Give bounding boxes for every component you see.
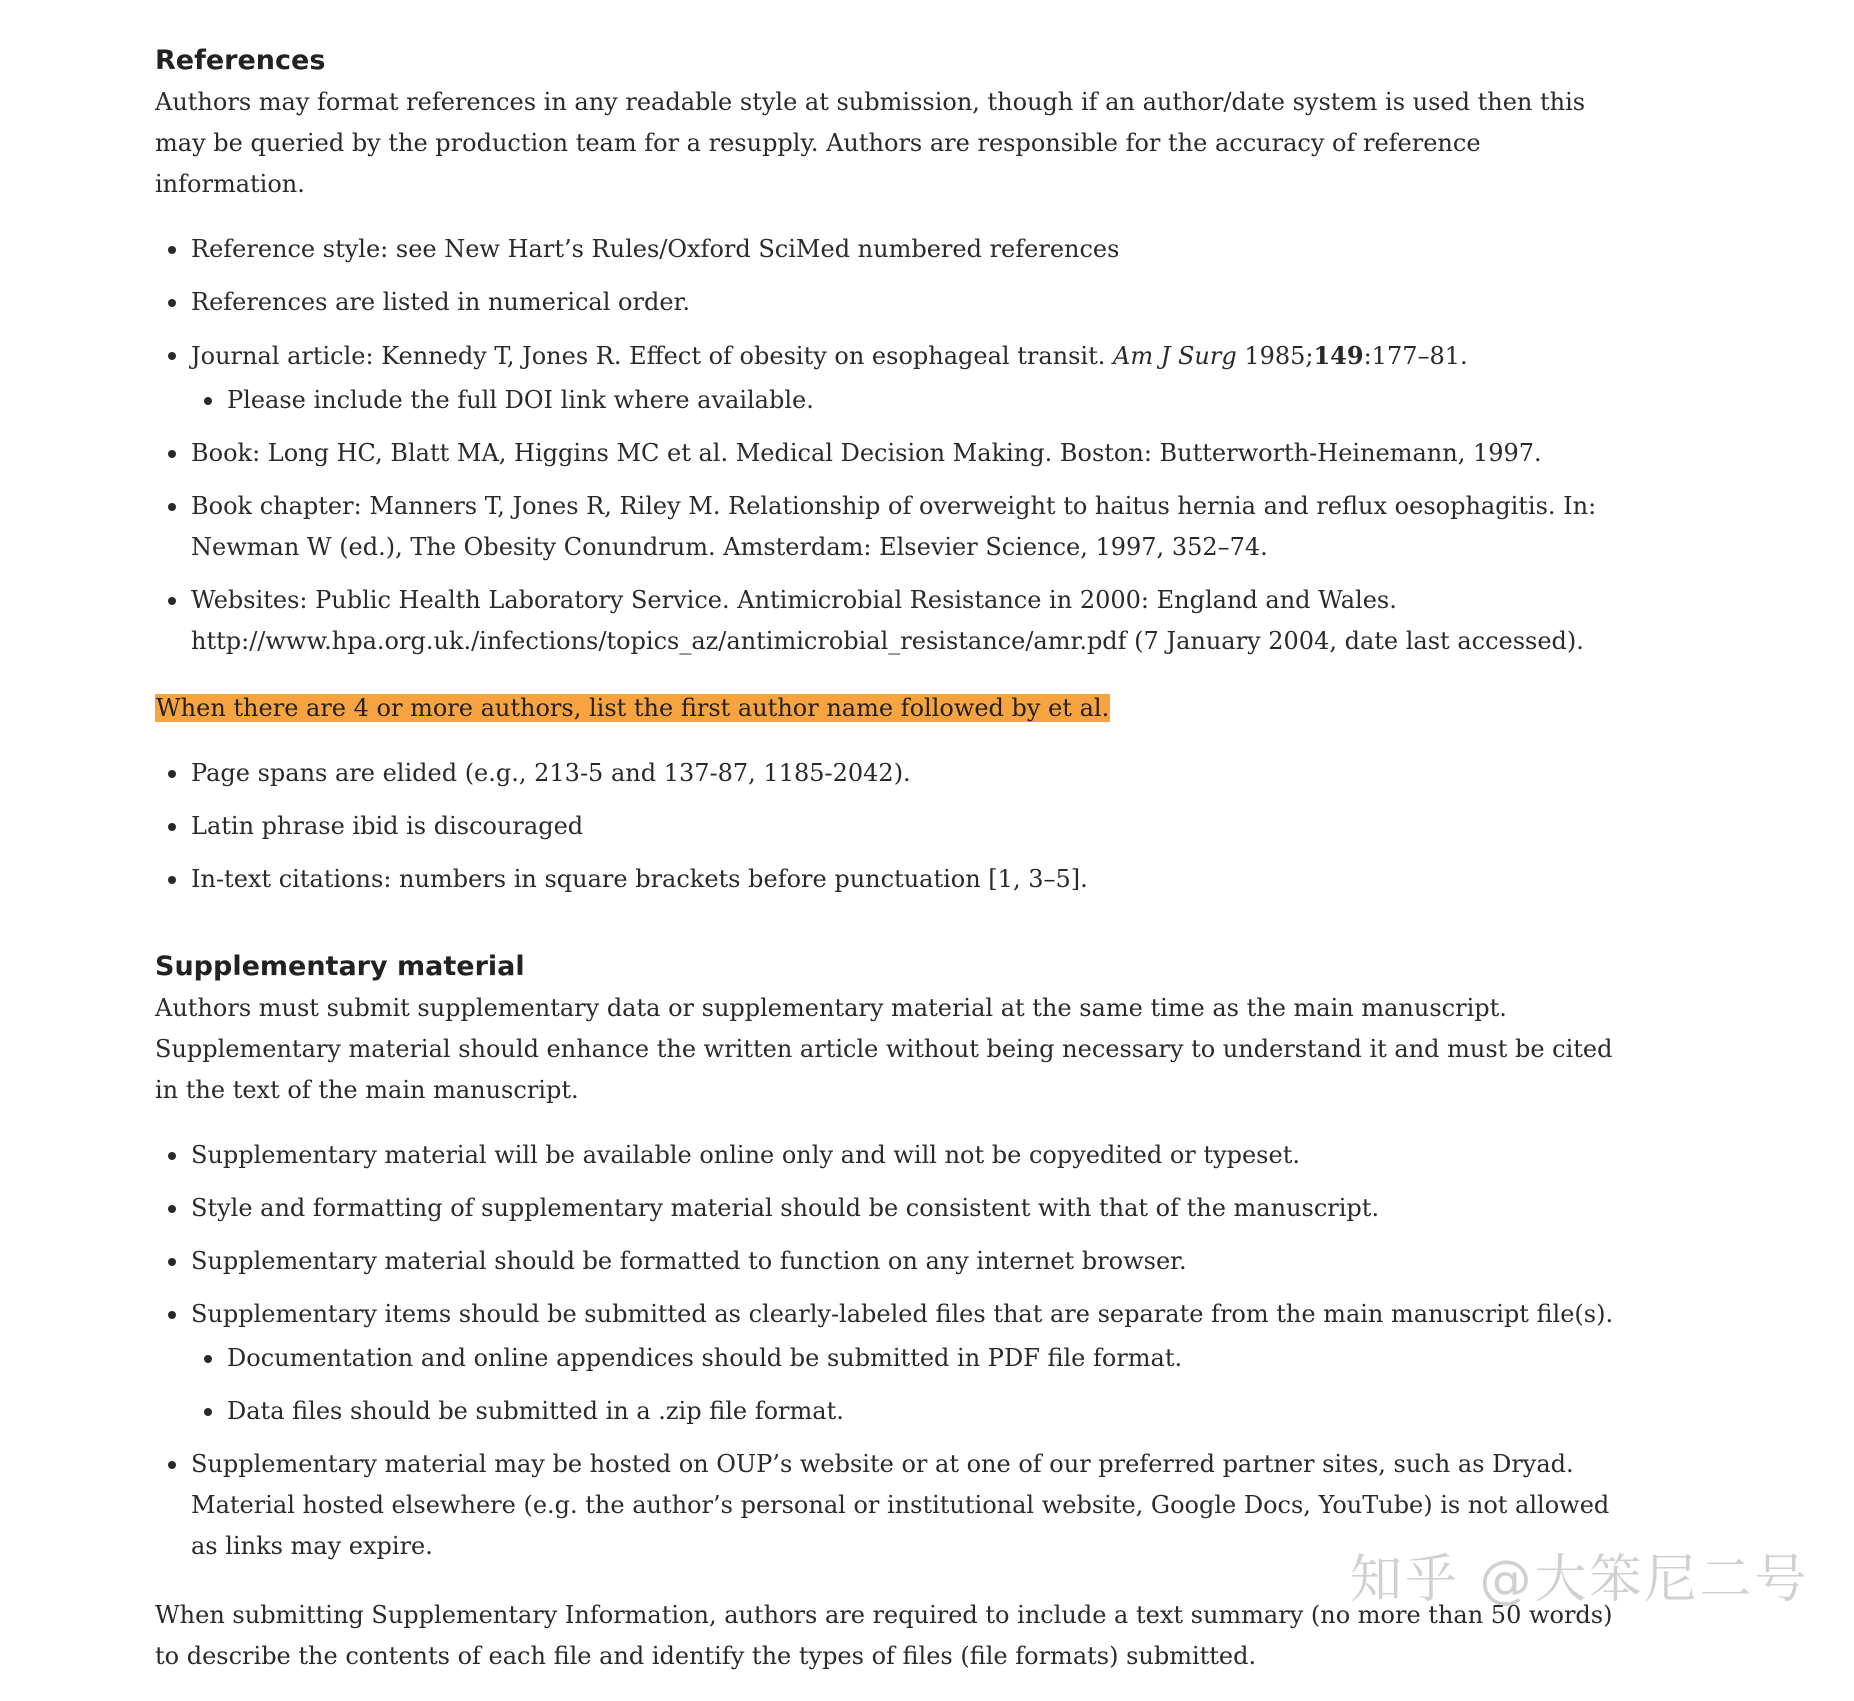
list-item-in-text-citations: In-text citations: numbers in square brackets before punctuation [1, 3–5]. — [155, 859, 1635, 900]
list-item-separate-files — [155, 1294, 1635, 1432]
list-item-book-chapter: Book chapter: Manners T, Jones R, Riley M. Relationship of overweight to haitus hernia and reflux oesophagitis. In: Newman W (ed.), The Obesity Conundrum. Amsterdam: Elsevier Science, 1997, 352–74. — [155, 486, 1635, 568]
journal-year: 1985; — [1236, 342, 1314, 370]
list-item-page-spans: Page spans are elided (e.g., 213-5 and 137-87, 1185-2042). — [155, 753, 1635, 794]
list-item-browser: Supplementary material should be formatted to function on any internet browser. — [155, 1241, 1635, 1282]
list-item-reference-style: Reference style: see New Hart’s Rules/Oxford SciMed numbered references — [155, 229, 1635, 270]
supplementary-intro: Authors must submit supplementary data or supplementary material at the same time as the main manuscript. Supplementary material should enhance the written article without being necessary to understand it and must be cited in the text of the main manuscript. — [155, 994, 1613, 1104]
supplementary-closing: When submitting Supplementary Information, authors are required to include a text summary (no more than 50 words) to describe the contents of each file and identify the types of files (file formats) submitted. — [155, 1601, 1613, 1670]
list-item-hosting: Supplementary material may be hosted on OUP’s website or at one of our preferred partner sites, such as Dryad. Material hosted elsewhere (e.g. the author’s personal or institutional website, Google Docs, YouTube) is not allowed as links may expire. — [155, 1444, 1635, 1567]
document-page — [155, 40, 1635, 1701]
highlighted-note: When there are 4 or more authors, list the first author name followed by et al. — [156, 694, 1110, 722]
watermark-text: 知乎 @大笨尼二号 — [1350, 1550, 1810, 1610]
list-item-online-only: Supplementary material will be available online only and will not be copyedited or typeset. — [155, 1135, 1635, 1176]
supplementary-list — [155, 1135, 1635, 1567]
supplementary-heading: Supplementary material — [155, 951, 525, 982]
references-list — [155, 229, 1635, 662]
list-item-consistent-style: Style and formatting of supplementary material should be consistent with that of the manuscript. — [155, 1188, 1635, 1229]
file-format-sublist — [191, 1338, 1635, 1432]
journal-sublist — [191, 380, 1635, 421]
references-intro: Authors may format references in any readable style at submission, though if an author/date system is used then this may be queried by the production team for a resupply. Authors are responsible for the accuracy of reference information. — [155, 88, 1586, 198]
list-item-pdf-format: Documentation and online appendices should be submitted in PDF file format. — [191, 1338, 1635, 1379]
list-item-book: Book: Long HC, Blatt MA, Higgins MC et al. Medical Decision Making. Boston: Butterworth-Heinemann, 1997. — [155, 433, 1635, 474]
highlight-paragraph — [155, 688, 1635, 729]
list-item-numerical-order: References are listed in numerical order. — [155, 282, 1635, 323]
journal-article-text: Journal article: Kennedy T, Jones R. Effect of obesity on esophageal transit. — [191, 342, 1113, 370]
separate-files-text: Supplementary items should be submitted as clearly-labeled files that are separate from the main manuscript file(s). — [191, 1300, 1614, 1328]
list-item-doi-note: Please include the full DOI link where available. — [191, 380, 1635, 421]
journal-name: Am J Surg — [1112, 342, 1237, 370]
references-rules-list — [155, 753, 1635, 900]
list-item-ibid: Latin phrase ibid is discouraged — [155, 806, 1635, 847]
references-heading: References — [155, 45, 326, 76]
list-item-zip-format: Data files should be submitted in a .zip file format. — [191, 1391, 1635, 1432]
journal-pages: :177–81. — [1363, 342, 1468, 370]
list-item-journal-article — [155, 335, 1635, 421]
list-item-websites: Websites: Public Health Laboratory Service. Antimicrobial Resistance in 2000: England and Wales. http://www.hpa.org.uk./infections/topics_az/antimicrobial_resistance/amr.pdf (7 January 2004, date last accessed). — [155, 580, 1635, 662]
journal-volume: 149 — [1313, 341, 1364, 370]
references-section — [155, 40, 1635, 900]
